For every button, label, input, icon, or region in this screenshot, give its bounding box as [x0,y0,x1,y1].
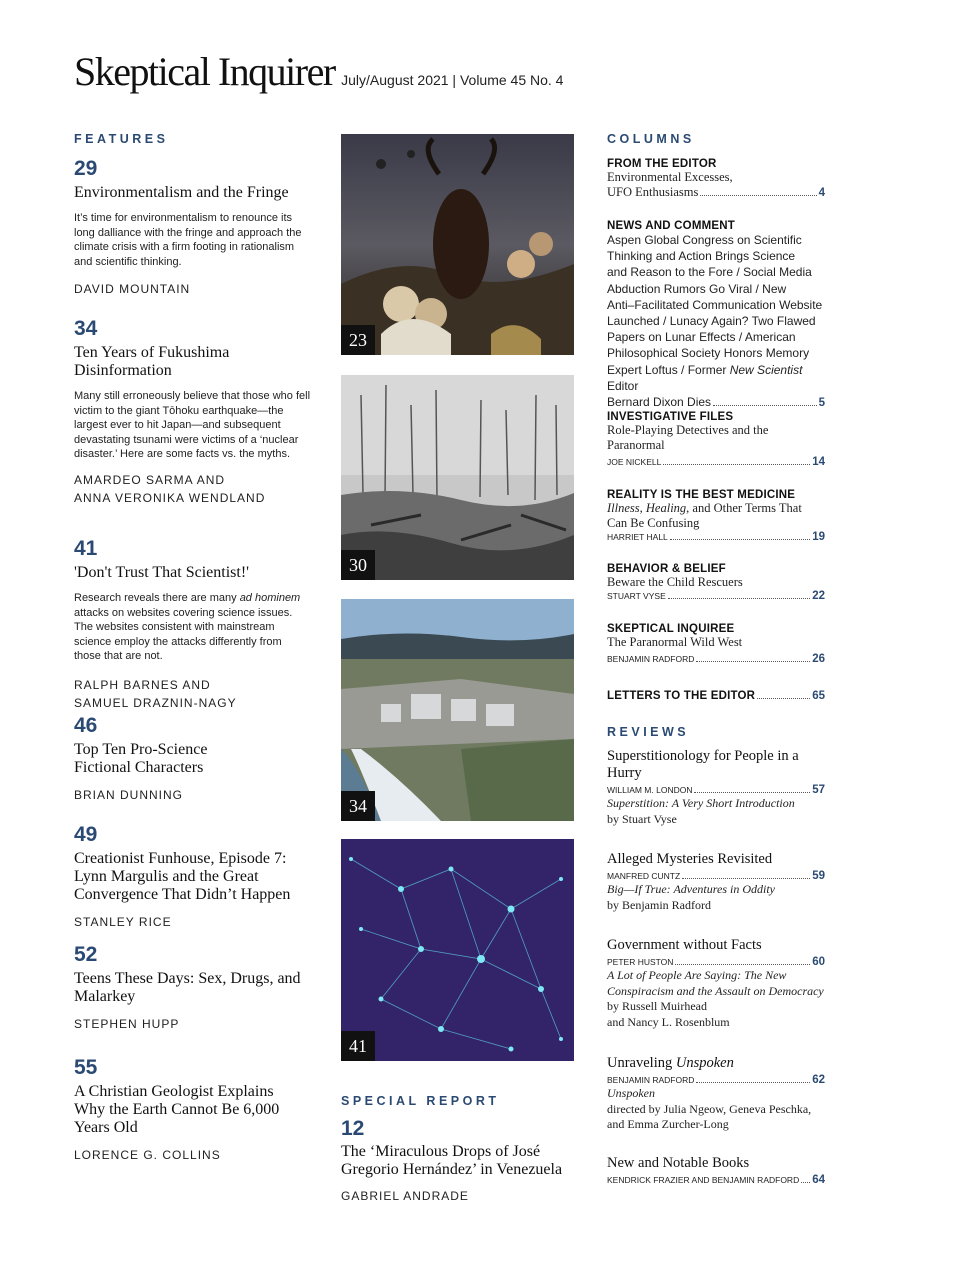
column-title-line: Illness, Healing, and Other Terms That [607,501,802,515]
review-page: 60 [812,956,825,968]
review-title-line: Alleged Mysteries Revisited [607,851,773,867]
column-title-line: The Paranormal Wild West [607,635,743,649]
feature-title[interactable] [74,850,310,904]
review-title-line: Government without Facts [607,937,762,953]
title-line: Top Ten Pro-Science [74,741,208,758]
review-item[interactable] [607,1055,825,1133]
special-report-author: GABRIEL ANDRADE [341,1189,469,1203]
news-line: Papers on Lunar Effects / American [607,330,796,345]
image-page-badge: 34 [341,791,375,821]
reviewer: BENJAMIN RADFORD [607,1075,695,1085]
columns-heading: COLUMNS [607,132,695,146]
feature-page: 41 [74,537,98,560]
column-page: 14 [812,456,825,468]
review-book-by: and Emma Zurcher-Long [607,1117,729,1131]
news-line: Bernard Dixon Dies [607,395,712,410]
title-line: Malarkey [74,988,136,1005]
feature-item[interactable] [74,944,310,1033]
feature-title[interactable] [74,344,310,380]
review-book-by: and Nancy L. Rosenblum [607,1014,730,1029]
review-title-line: Superstitionology for People in a [607,748,799,764]
network-image[interactable] [341,839,574,1061]
column-letters[interactable] [607,690,825,702]
column-head: NEWS AND COMMENT [607,220,735,232]
feature-desc: It’s time for environmentalism to renounce its long dalliance with the fringe and approach the climate crisis with a firm footing in rationalism and scientific thinking. [74,212,302,268]
feature-author: LORENCE G. COLLINS [74,1148,221,1162]
column-author: BENJAMIN RADFORD [607,654,695,664]
reviewer: KENDRICK FRAZIER AND BENJAMIN RADFORD [607,1175,800,1185]
review-page: 59 [812,870,825,882]
review-book: Superstition: A Very Short Introduction [607,796,795,810]
features-heading: FEATURES [74,132,169,146]
special-report[interactable] [341,1094,581,1205]
feature-page: 52 [74,943,98,966]
column-title-line: Role-Playing Detectives and the [607,423,769,437]
review-item[interactable] [607,1155,825,1186]
image-page-badge: 41 [341,1031,375,1061]
feature-title[interactable] [74,741,310,777]
news-line: Expert Loftus / Former New Scientist Editor [607,362,803,393]
news-line: Thinking and Action Brings Science [607,249,796,264]
review-item[interactable] [607,937,825,1030]
feature-page: 46 [74,714,98,737]
special-report-heading: SPECIAL REPORT [341,1094,500,1108]
feature-page: 49 [74,823,98,846]
news-line: Abduction Rumors Go Viral / New [607,281,787,296]
title-line: Fictional Characters [74,759,204,776]
review-book: A Lot of People Are Saying: The New [607,968,787,982]
feature-author: RALPH BARNES AND [74,677,211,692]
reviewer: MANFRED CUNTZ [607,871,681,881]
feature-author: STANLEY RICE [74,915,172,929]
column-investigative[interactable] [607,411,825,468]
feature-title[interactable] [74,970,310,1006]
reviewer: PETER HUSTON [607,957,674,967]
power-plant-image[interactable] [341,599,574,821]
review-page: 64 [812,1174,825,1186]
column-title-line: Paranormal [607,438,665,452]
column-author: JOE NICKELL [607,457,662,467]
column-reality[interactable] [607,489,825,543]
review-item[interactable] [607,748,825,827]
column-page: 26 [812,653,825,665]
review-book: Conspiracism and the Assault on Democracy [607,983,824,998]
feature-title[interactable]: 'Don't Trust That Scientist!' [74,564,250,581]
feature-author: STEPHEN HUPP [74,1017,180,1031]
feature-item[interactable] [74,158,310,298]
feature-author: BRIAN DUNNING [74,788,184,802]
feature-item[interactable] [74,318,310,507]
review-book: Unspoken [607,1086,655,1100]
title-line: The ‘Miraculous Drops of José [341,1143,541,1160]
feature-desc: Research reveals there are many ad hominem attacks on websites covering science issues. The websites consistent with mainstream science employ the attacks differently from those that are not. [74,592,301,662]
feature-item[interactable] [74,715,310,804]
column-page: 19 [812,531,825,543]
image-page-badge: 23 [341,325,375,355]
feature-page: 29 [74,157,98,180]
feature-item[interactable] [74,538,310,712]
reviews-heading: REVIEWS [607,725,690,739]
column-head: SKEPTICAL INQUIREE [607,623,735,635]
feature-title[interactable] [74,1083,310,1137]
title-line: Ten Years of Fukushima [74,344,230,361]
feature-author: ANNA VERONIKA WENDLAND [74,490,266,505]
column-head: FROM THE EDITOR [607,158,717,170]
review-book-by: by Russell Muirhead [607,999,707,1013]
column-head: REALITY IS THE BEST MEDICINE [607,489,796,501]
column-head: INVESTIGATIVE FILES [607,411,734,423]
column-title-line: Can Be Confusing [607,516,700,530]
column-page: 65 [812,690,825,702]
title-line: Teens These Days: Sex, Drugs, and [74,970,301,987]
title-line: A Christian Geologist Explains [74,1083,274,1100]
deforestation-image[interactable] [341,375,574,580]
title-line: Why the Earth Cannot Be 6,000 [74,1101,280,1118]
title-line: Convergence That Didn’t Happen [74,886,291,903]
issue-info: July/August 2021 | Volume 45 No. 4 [341,72,564,88]
column-title-line: Environmental Excesses, [607,170,733,184]
column-page: 22 [812,590,825,602]
painting-image[interactable] [341,134,574,355]
feature-desc: Many still erroneously believe that those who fell victim to the giant Tōhoku earthquake—the largest ever to hit Japan—and subsequent devastating tsunami were victims of a ‘nuclear disaster.’ Here are some facts vs. the myths. [74,390,311,460]
masthead [74,48,563,95]
title-line: Disinformation [74,362,172,379]
feature-page: 55 [74,1056,98,1079]
review-title-line: New and Notable Books [607,1155,750,1171]
column-head: LETTERS TO THE EDITOR [607,690,756,702]
column-news[interactable] [607,220,825,410]
image-page-badge: 30 [341,550,375,580]
feature-author: SAMUEL DRAZNIN-NAGY [74,695,237,710]
title-line: Lynn Margulis and the Great [74,868,259,885]
feature-item[interactable] [74,1057,310,1164]
column-from-editor[interactable] [607,158,825,200]
title-line: Gregorio Hernández’ in Venezuela [341,1161,563,1178]
column-title-line: Beware the Child Rescuers [607,575,743,589]
review-item[interactable] [607,851,825,913]
news-line: Philosophical Society Honors Memory [607,346,810,361]
feature-title[interactable]: Environmentalism and the Fringe [74,184,289,201]
news-line: Aspen Global Congress on Scientific [607,233,802,247]
column-behavior[interactable] [607,563,825,602]
special-report-page: 12 [341,1117,365,1140]
news-line: and Reason to the Fore / Social Media [607,265,812,280]
news-line: Anti–Facilitated Communication Website [607,297,823,312]
column-page: 5 [818,397,825,410]
title-line: Creationist Funhouse, Episode 7: [74,850,287,867]
feature-author: DAVID MOUNTAIN [74,282,191,296]
review-book-by: directed by Julia Ngeow, Geneva Peschka, [607,1101,812,1116]
reviewer: WILLIAM M. LONDON [607,785,693,795]
special-report-title[interactable] [341,1143,581,1179]
review-book: Big—If True: Adventures in Oddity [607,882,775,896]
column-author: HARRIET HALL [607,532,668,542]
feature-author: AMARDEO SARMA AND [74,472,226,487]
column-title-line: UFO Enthusiasms [607,185,699,199]
column-page: 4 [818,187,825,199]
review-title-line: Unraveling Unspoken [607,1055,734,1071]
feature-page: 34 [74,317,98,340]
review-book-by: by Benjamin Radford [607,897,711,912]
review-book-by: by Stuart Vyse [607,811,677,826]
news-line: Launched / Lunacy Again? Two Flawed [607,314,816,329]
column-head: BEHAVIOR & BELIEF [607,563,726,575]
feature-item[interactable] [74,824,310,931]
column-author: STUART VYSE [607,591,666,601]
magazine-title: Skeptical Inquirer [74,49,335,94]
review-page: 57 [812,784,825,796]
review-page: 62 [812,1074,825,1086]
column-inquiree[interactable] [607,623,825,665]
title-line: Years Old [74,1119,138,1136]
review-title-line: Hurry [607,765,642,781]
